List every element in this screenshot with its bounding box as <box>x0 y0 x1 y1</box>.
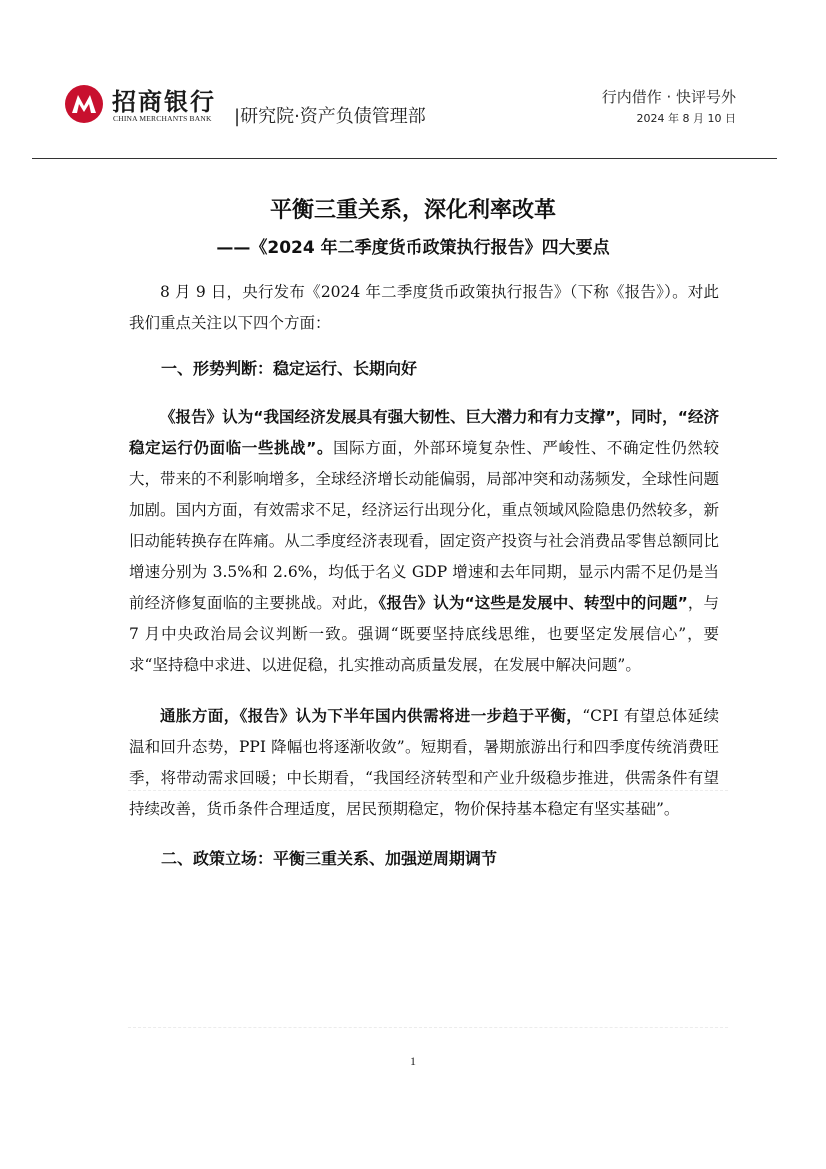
page-number: 1 <box>410 1054 416 1068</box>
header-divider <box>32 158 777 159</box>
faint-divider <box>128 1027 728 1028</box>
bank-english-name: CHINA MERCHANTS BANK <box>113 114 212 123</box>
paragraph-inflation <box>129 701 719 825</box>
section-heading-1: 一、形势判断：稳定运行、长期向好 <box>161 359 418 378</box>
document-date: 2024 年 8 月 10 日 <box>636 112 736 125</box>
bold-text: 通胀方面，《报告》认为下半年国内供需将进一步趋于平衡， <box>160 707 583 725</box>
bold-text: 《报告》认为“我国经济发展具有强大韧性、巨大潜力和有力支撑”，同时，“经济稳定运行仍面临一些挑战”。 <box>129 408 719 457</box>
bank-name: 招商银行 <box>112 88 216 116</box>
intro-paragraph: 8 月 9 日，央行发布《2024 年二季度货币政策执行报告》（下称《报告》）。对此我们重点关注以下四个方面： <box>129 283 719 332</box>
section-heading-2: 二、政策立场：平衡三重关系、加强逆周期调节 <box>161 849 498 868</box>
document-type: 行内借作 · 快评号外 <box>601 88 736 106</box>
faint-divider <box>128 790 728 791</box>
china-merchants-bank-logo-icon <box>64 84 104 124</box>
paragraph-outlook <box>129 402 719 681</box>
bold-text: 《报告》认为“这些是发展中、转型中的问题” <box>378 594 688 612</box>
body-text: 国际方面，外部环境复杂性、严峻性、不确定性仍然较大，带来的不利影响增多，全球经济增长动能偏弱，局部冲突和动荡频发，全球性问题加剧。国内方面，有效需求不足，经济运行出现分化，重点领域风险隐患仍然较多，新旧动能转换存在阵痛。从二季度经济表现看，固定资产投资与社会消费品零售总额同比增速分别为 3.5%和 2.6%，均低于名义 GDP 增速和去年同期，显示内需不足仍是当前经济修复面临的主要挑战。对此， <box>129 439 719 612</box>
page-header <box>64 82 736 130</box>
page-subtitle: ——《2024 年二季度货币政策执行报告》四大要点 <box>216 238 610 258</box>
page-title: 平衡三重关系，深化利率改革 <box>269 198 556 223</box>
body-text: “CPI 有望总体延续温和回升态势，PPI 降幅也将逐渐收敛”。短期看，暑期旅游出行和四季度传统消费旺季，将带动需求回暖；中长期看，“我国经济转型和产业升级稳步推进，供需条件有望持续改善，货币条件合理适度，居民预期稳定，物价保持基本稳定有坚实基础”。 <box>129 707 719 818</box>
body-text: ，与 7 月中央政治局会议判断一致。强调“既要坚持底线思维，也要坚定发展信心”，要求“坚持稳中求进、以进促稳，扎实推动高质量发展，在发展中解决问题”。 <box>129 594 719 674</box>
department-name: |研究院·资产负债管理部 <box>234 106 426 127</box>
report-body <box>129 277 719 874</box>
